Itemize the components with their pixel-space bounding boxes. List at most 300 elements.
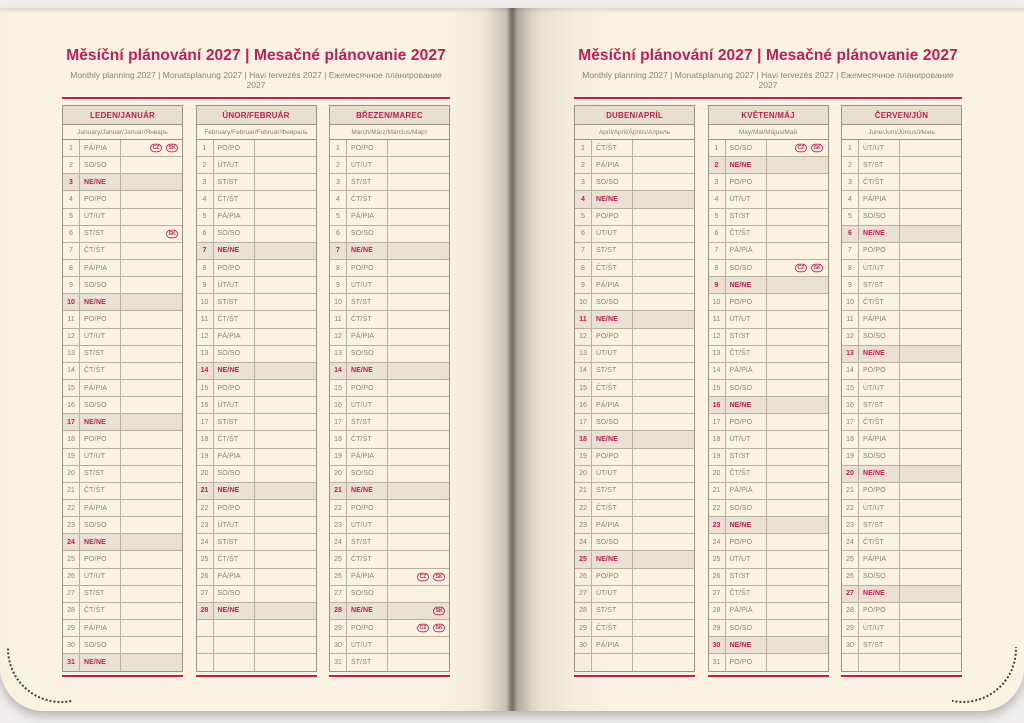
day-notes-cell bbox=[767, 140, 828, 156]
month-name: ÚNOR/FEBRUÁR bbox=[197, 106, 316, 125]
day-number-cell: 9 bbox=[63, 277, 80, 293]
day-number-cell: 25 bbox=[575, 551, 592, 567]
day-notes-cell bbox=[255, 466, 316, 482]
day-number-cell: 27 bbox=[330, 586, 347, 602]
day-number-cell: 31 bbox=[330, 654, 347, 671]
day-number-cell: 6 bbox=[709, 226, 726, 242]
day-number-cell: 4 bbox=[330, 191, 347, 207]
day-name-cell: SO/SO bbox=[592, 174, 633, 190]
day-name-cell: PO/PO bbox=[347, 140, 388, 156]
day-row bbox=[330, 586, 449, 603]
day-row bbox=[63, 346, 182, 363]
day-name-cell: SO/SO bbox=[859, 209, 900, 225]
day-name-cell: PO/PO bbox=[347, 620, 388, 636]
day-number-cell: 26 bbox=[842, 569, 859, 585]
day-number-cell: 12 bbox=[330, 329, 347, 345]
day-row bbox=[330, 311, 449, 328]
day-row bbox=[63, 140, 182, 157]
day-name-cell: ÚT/UT bbox=[859, 140, 900, 156]
day-number-cell: 27 bbox=[842, 586, 859, 602]
day-row bbox=[575, 380, 694, 397]
day-name-cell: PO/PO bbox=[592, 449, 633, 465]
day-name-cell: PO/PO bbox=[214, 380, 255, 396]
day-row bbox=[63, 483, 182, 500]
day-notes-cell bbox=[255, 294, 316, 310]
day-row bbox=[575, 586, 694, 603]
day-notes-cell bbox=[633, 226, 694, 242]
day-notes-cell bbox=[633, 483, 694, 499]
day-number-cell: 16 bbox=[330, 397, 347, 413]
day-name-cell: PO/PO bbox=[726, 534, 767, 550]
day-row bbox=[709, 329, 828, 346]
day-row bbox=[575, 226, 694, 243]
day-number-cell: 23 bbox=[575, 517, 592, 533]
day-row bbox=[197, 569, 316, 586]
day-name-cell: SO/SO bbox=[347, 226, 388, 242]
day-name-cell: PÁ/PIA bbox=[214, 569, 255, 585]
day-name-cell: PO/PO bbox=[347, 380, 388, 396]
day-name-cell: NE/NE bbox=[80, 294, 121, 310]
day-name-cell: PÁ/PIA bbox=[592, 397, 633, 413]
day-row bbox=[330, 637, 449, 654]
day-name-cell: ČT/ŠT bbox=[726, 586, 767, 602]
day-notes-cell bbox=[121, 551, 182, 567]
day-name-cell: SO/SO bbox=[592, 294, 633, 310]
day-name-cell: ST/ST bbox=[592, 603, 633, 619]
day-notes-cell bbox=[388, 226, 449, 242]
day-row bbox=[197, 500, 316, 517]
day-notes-cell bbox=[121, 191, 182, 207]
day-name-cell: SO/SO bbox=[347, 586, 388, 602]
day-notes-cell bbox=[255, 226, 316, 242]
day-notes-cell bbox=[388, 466, 449, 482]
day-row bbox=[197, 226, 316, 243]
day-number-cell: 14 bbox=[842, 363, 859, 379]
day-notes-cell bbox=[388, 157, 449, 173]
day-number-cell: 25 bbox=[63, 551, 80, 567]
day-name-cell: PÁ/PIA bbox=[592, 157, 633, 173]
day-notes-cell bbox=[900, 500, 961, 516]
month-column bbox=[329, 105, 450, 677]
day-notes-cell bbox=[767, 397, 828, 413]
day-number-cell: 20 bbox=[197, 466, 214, 482]
day-row bbox=[709, 294, 828, 311]
day-notes-cell bbox=[900, 277, 961, 293]
day-row bbox=[63, 363, 182, 380]
day-name-cell: PO/PO bbox=[859, 603, 900, 619]
day-notes-cell bbox=[255, 140, 316, 156]
day-notes-cell bbox=[121, 517, 182, 533]
day-name-cell: NE/NE bbox=[214, 363, 255, 379]
day-name-cell: ČT/ŠT bbox=[726, 226, 767, 242]
day-row bbox=[709, 140, 828, 157]
day-number-cell: 31 bbox=[63, 654, 80, 671]
planner-spread bbox=[0, 8, 1024, 711]
day-number-cell: 3 bbox=[197, 174, 214, 190]
day-notes-cell bbox=[633, 174, 694, 190]
day-number-cell: 12 bbox=[709, 329, 726, 345]
day-row bbox=[842, 243, 961, 260]
day-name-cell: SO/SO bbox=[726, 620, 767, 636]
day-notes-cell bbox=[633, 551, 694, 567]
planner-page-right bbox=[512, 8, 1024, 711]
day-number-cell: 7 bbox=[330, 243, 347, 259]
day-row bbox=[330, 551, 449, 568]
day-notes-cell bbox=[900, 551, 961, 567]
day-name-cell: NE/NE bbox=[726, 637, 767, 653]
day-row bbox=[197, 466, 316, 483]
day-name-cell: ST/ST bbox=[80, 466, 121, 482]
day-number-cell: 6 bbox=[63, 226, 80, 242]
day-row bbox=[842, 363, 961, 380]
day-notes-cell bbox=[255, 397, 316, 413]
day-notes-cell bbox=[255, 534, 316, 550]
day-number-cell: 5 bbox=[575, 209, 592, 225]
day-number-cell: 17 bbox=[842, 414, 859, 430]
day-name-cell: ČT/ŠT bbox=[80, 243, 121, 259]
day-row bbox=[197, 551, 316, 568]
day-name-cell: NE/NE bbox=[726, 397, 767, 413]
day-number-cell: 8 bbox=[63, 260, 80, 276]
day-row bbox=[575, 243, 694, 260]
day-number-cell: 1 bbox=[197, 140, 214, 156]
day-number-cell: 22 bbox=[197, 500, 214, 516]
day-row bbox=[709, 654, 828, 671]
day-name-cell: ÚT/UT bbox=[80, 329, 121, 345]
day-row bbox=[63, 517, 182, 534]
day-name-cell: NE/NE bbox=[80, 654, 121, 671]
day-notes-cell bbox=[255, 431, 316, 447]
day-number-cell: 20 bbox=[330, 466, 347, 482]
day-row bbox=[575, 277, 694, 294]
day-name-cell: ÚT/UT bbox=[726, 311, 767, 327]
day-number-cell: 9 bbox=[709, 277, 726, 293]
day-name-cell: ST/ST bbox=[859, 397, 900, 413]
day-number-cell: 11 bbox=[709, 311, 726, 327]
day-notes-cell bbox=[255, 603, 316, 619]
day-row bbox=[330, 209, 449, 226]
day-notes-cell bbox=[255, 586, 316, 602]
day-number-cell: 26 bbox=[197, 569, 214, 585]
day-number-cell: 24 bbox=[197, 534, 214, 550]
day-number-cell: 1 bbox=[575, 140, 592, 156]
month-column bbox=[196, 105, 317, 677]
day-name-cell: ČT/ŠT bbox=[214, 431, 255, 447]
day-number-cell: 30 bbox=[709, 637, 726, 653]
day-number-cell: 13 bbox=[63, 346, 80, 362]
day-name-cell: PÁ/PIA bbox=[80, 380, 121, 396]
day-row bbox=[842, 466, 961, 483]
day-name-cell: SO/SO bbox=[859, 329, 900, 345]
day-notes-cell bbox=[767, 620, 828, 636]
day-name-cell: NE/NE bbox=[726, 517, 767, 533]
day-name-cell: PÁ/PIA bbox=[859, 431, 900, 447]
day-name-cell: PO/PO bbox=[80, 191, 121, 207]
day-row bbox=[709, 414, 828, 431]
day-notes-cell bbox=[255, 654, 316, 671]
day-number-cell: 29 bbox=[330, 620, 347, 636]
day-name-cell: SO/SO bbox=[592, 414, 633, 430]
day-notes-cell bbox=[121, 140, 182, 156]
day-number-cell: 23 bbox=[63, 517, 80, 533]
title-underline bbox=[574, 97, 962, 99]
page-content-left bbox=[62, 8, 450, 677]
day-notes-cell bbox=[767, 534, 828, 550]
day-notes-cell bbox=[388, 517, 449, 533]
day-name-cell: SO/SO bbox=[80, 397, 121, 413]
day-number-cell bbox=[197, 654, 214, 671]
day-row bbox=[197, 363, 316, 380]
day-name-cell: PÁ/PIA bbox=[726, 603, 767, 619]
day-number-cell: 6 bbox=[842, 226, 859, 242]
day-name-cell: PÁ/PIA bbox=[347, 449, 388, 465]
day-number-cell: 4 bbox=[63, 191, 80, 207]
day-name-cell: PO/PO bbox=[80, 311, 121, 327]
day-row bbox=[330, 654, 449, 671]
table-underline bbox=[574, 675, 695, 677]
holiday-badge-cz: CZ bbox=[417, 624, 429, 633]
day-number-cell: 18 bbox=[330, 431, 347, 447]
day-number-cell: 22 bbox=[575, 500, 592, 516]
day-row bbox=[842, 311, 961, 328]
day-row bbox=[842, 500, 961, 517]
day-row bbox=[330, 260, 449, 277]
day-row bbox=[63, 174, 182, 191]
month-languages: June/Juni/Június/Июнь bbox=[842, 125, 961, 140]
day-row bbox=[63, 534, 182, 551]
day-number-cell: 11 bbox=[197, 311, 214, 327]
day-number-cell: 19 bbox=[842, 449, 859, 465]
day-row bbox=[709, 586, 828, 603]
holiday-badge-cz: CZ bbox=[417, 572, 429, 581]
day-row bbox=[709, 466, 828, 483]
day-name-cell: ÚT/UT bbox=[859, 260, 900, 276]
day-row bbox=[63, 209, 182, 226]
day-number-cell: 27 bbox=[63, 586, 80, 602]
day-name-cell: ST/ST bbox=[347, 294, 388, 310]
day-notes-cell bbox=[255, 483, 316, 499]
day-row bbox=[575, 466, 694, 483]
day-notes-cell bbox=[767, 483, 828, 499]
day-number-cell: 13 bbox=[709, 346, 726, 362]
day-notes-cell bbox=[633, 517, 694, 533]
day-number-cell: 14 bbox=[575, 363, 592, 379]
empty-day-row bbox=[197, 654, 316, 671]
day-notes-cell bbox=[121, 346, 182, 362]
day-name-cell: PÁ/PIA bbox=[214, 449, 255, 465]
day-name-cell: ST/ST bbox=[726, 449, 767, 465]
day-row bbox=[63, 654, 182, 671]
day-name-cell: SO/SO bbox=[214, 346, 255, 362]
day-row bbox=[709, 569, 828, 586]
day-number-cell: 13 bbox=[842, 346, 859, 362]
day-number-cell: 13 bbox=[197, 346, 214, 362]
day-name-cell: ÚT/UT bbox=[726, 551, 767, 567]
day-name-cell: NE/NE bbox=[347, 363, 388, 379]
day-row bbox=[575, 517, 694, 534]
day-number-cell: 26 bbox=[709, 569, 726, 585]
holiday-badge-cz: CZ bbox=[795, 264, 807, 273]
day-number-cell: 1 bbox=[842, 140, 859, 156]
day-name-cell: ČT/ŠT bbox=[80, 603, 121, 619]
day-number-cell: 5 bbox=[330, 209, 347, 225]
day-number-cell: 22 bbox=[63, 500, 80, 516]
day-row bbox=[709, 191, 828, 208]
day-notes-cell bbox=[900, 431, 961, 447]
day-name-cell: SO/SO bbox=[859, 569, 900, 585]
day-number-cell: 17 bbox=[575, 414, 592, 430]
day-number-cell: 22 bbox=[842, 500, 859, 516]
day-row bbox=[842, 414, 961, 431]
month-languages: May/Mai/Május/Май bbox=[709, 125, 828, 140]
day-row bbox=[842, 294, 961, 311]
day-notes-cell bbox=[388, 397, 449, 413]
day-number-cell: 27 bbox=[197, 586, 214, 602]
day-name-cell: ST/ST bbox=[214, 534, 255, 550]
day-name-cell: ÚT/UT bbox=[592, 346, 633, 362]
day-number-cell: 24 bbox=[330, 534, 347, 550]
day-name-cell: ČT/ŠT bbox=[214, 551, 255, 567]
day-number-cell: 3 bbox=[842, 174, 859, 190]
page-subtitle: Monthly planning 2027 | Monatsplanung 2027 | Havi tervezés 2027 | Ежемесячное планирование 2027 bbox=[582, 70, 954, 90]
day-name-cell: PO/PO bbox=[214, 500, 255, 516]
day-row bbox=[575, 260, 694, 277]
day-row bbox=[575, 157, 694, 174]
day-name-cell: SO/SO bbox=[859, 449, 900, 465]
day-row bbox=[842, 209, 961, 226]
day-notes-cell bbox=[900, 466, 961, 482]
day-notes-cell bbox=[121, 209, 182, 225]
day-name-cell: ST/ST bbox=[592, 483, 633, 499]
day-number-cell: 21 bbox=[197, 483, 214, 499]
day-number-cell: 5 bbox=[63, 209, 80, 225]
day-notes-cell bbox=[388, 380, 449, 396]
day-row bbox=[197, 431, 316, 448]
day-name-cell: NE/NE bbox=[859, 346, 900, 362]
day-notes-cell bbox=[121, 311, 182, 327]
day-notes-cell bbox=[388, 174, 449, 190]
day-notes-cell bbox=[121, 654, 182, 671]
day-row bbox=[575, 397, 694, 414]
day-notes-cell bbox=[767, 569, 828, 585]
day-row bbox=[842, 551, 961, 568]
day-number-cell: 28 bbox=[63, 603, 80, 619]
title-underline bbox=[62, 97, 450, 99]
day-number-cell: 19 bbox=[330, 449, 347, 465]
day-notes-cell bbox=[900, 140, 961, 156]
day-row bbox=[709, 551, 828, 568]
day-notes-cell bbox=[388, 620, 449, 636]
day-name-cell: PO/PO bbox=[80, 551, 121, 567]
day-name-cell: NE/NE bbox=[859, 226, 900, 242]
day-notes-cell bbox=[121, 620, 182, 636]
day-name-cell: ČT/ŠT bbox=[347, 551, 388, 567]
day-number-cell: 15 bbox=[709, 380, 726, 396]
day-number-cell: 2 bbox=[575, 157, 592, 173]
day-notes-cell bbox=[900, 534, 961, 550]
day-notes-cell bbox=[767, 380, 828, 396]
day-name-cell: PO/PO bbox=[726, 654, 767, 671]
day-name-cell: PO/PO bbox=[592, 209, 633, 225]
day-number-cell: 24 bbox=[63, 534, 80, 550]
month-table bbox=[841, 105, 962, 672]
day-notes-cell bbox=[767, 226, 828, 242]
day-number-cell: 6 bbox=[197, 226, 214, 242]
day-notes-cell bbox=[633, 397, 694, 413]
day-row bbox=[842, 329, 961, 346]
day-number-cell: 28 bbox=[330, 603, 347, 619]
day-number-cell bbox=[197, 637, 214, 653]
day-number-cell: 24 bbox=[709, 534, 726, 550]
day-number-cell: 29 bbox=[63, 620, 80, 636]
day-row bbox=[63, 637, 182, 654]
day-number-cell: 9 bbox=[330, 277, 347, 293]
day-row bbox=[575, 569, 694, 586]
day-number-cell: 19 bbox=[197, 449, 214, 465]
day-row bbox=[63, 431, 182, 448]
day-number-cell: 5 bbox=[842, 209, 859, 225]
table-underline bbox=[708, 675, 829, 677]
day-number-cell: 12 bbox=[197, 329, 214, 345]
day-notes-cell bbox=[388, 191, 449, 207]
day-row bbox=[330, 174, 449, 191]
day-number-cell: 16 bbox=[63, 397, 80, 413]
table-underline bbox=[62, 675, 183, 677]
day-notes-cell bbox=[388, 294, 449, 310]
day-notes-cell bbox=[633, 329, 694, 345]
day-row bbox=[197, 329, 316, 346]
day-notes-cell bbox=[255, 620, 316, 636]
day-number-cell: 28 bbox=[575, 603, 592, 619]
day-notes-cell bbox=[900, 483, 961, 499]
day-number-cell: 2 bbox=[842, 157, 859, 173]
day-number-cell: 10 bbox=[709, 294, 726, 310]
day-row bbox=[709, 603, 828, 620]
day-notes-cell bbox=[121, 466, 182, 482]
day-name-cell: SO/SO bbox=[80, 637, 121, 653]
day-name-cell: ST/ST bbox=[859, 517, 900, 533]
day-notes-cell bbox=[255, 346, 316, 362]
day-row bbox=[575, 346, 694, 363]
page-content-right bbox=[574, 8, 962, 677]
day-name-cell: ÚT/UT bbox=[80, 449, 121, 465]
day-row bbox=[63, 551, 182, 568]
day-notes-cell bbox=[767, 277, 828, 293]
day-row bbox=[842, 637, 961, 654]
day-name-cell: ČT/ŠT bbox=[859, 414, 900, 430]
day-number-cell: 17 bbox=[330, 414, 347, 430]
day-row bbox=[197, 294, 316, 311]
day-number-cell: 25 bbox=[842, 551, 859, 567]
day-number-cell: 9 bbox=[197, 277, 214, 293]
day-row bbox=[330, 517, 449, 534]
day-row bbox=[63, 603, 182, 620]
day-name-cell: ČT/ŠT bbox=[859, 534, 900, 550]
day-name-cell: PÁ/PIA bbox=[214, 209, 255, 225]
month-column bbox=[574, 105, 695, 677]
day-name-cell: PO/PO bbox=[859, 483, 900, 499]
day-number-cell: 17 bbox=[63, 414, 80, 430]
day-number-cell: 4 bbox=[575, 191, 592, 207]
day-name-cell: ÚT/UT bbox=[347, 517, 388, 533]
day-name-cell: ÚT/UT bbox=[214, 397, 255, 413]
day-notes-cell bbox=[633, 500, 694, 516]
day-row bbox=[575, 534, 694, 551]
day-notes-cell bbox=[900, 586, 961, 602]
day-name-cell: ST/ST bbox=[726, 209, 767, 225]
day-notes-cell bbox=[767, 346, 828, 362]
day-name-cell: PÁ/PIA bbox=[347, 569, 388, 585]
